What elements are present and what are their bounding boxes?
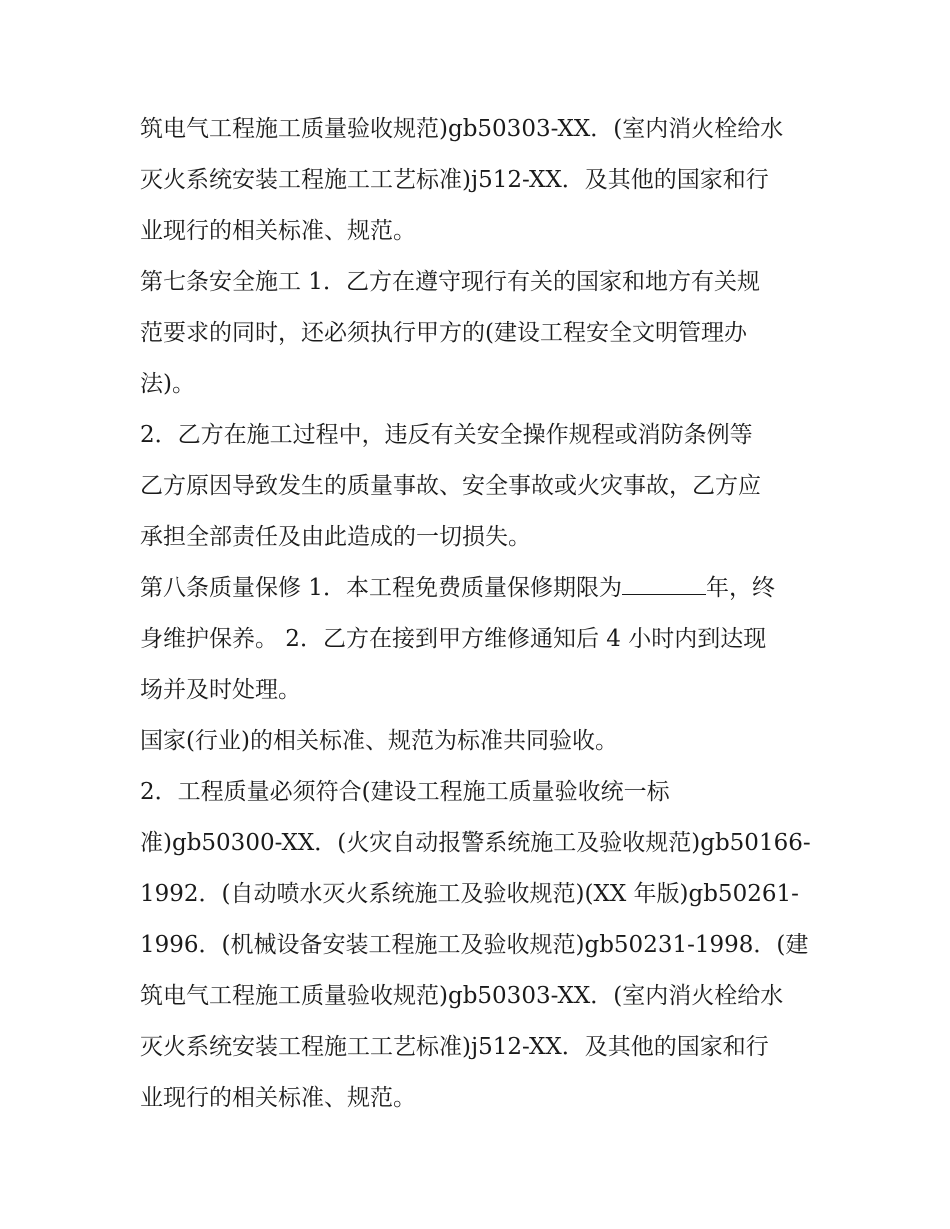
text-line: 范要求的同时，还必须执行甲方的(建设工程安全文明管理办 xyxy=(140,320,747,346)
text-line: 业现行的相关标准、规范。 xyxy=(140,218,416,244)
text-line: 筑电气工程施工质量验收规范)gb50303-XX．(室内消火栓给水 xyxy=(140,983,784,1009)
text-line: 承担全部责任及由此造成的一切损失。 xyxy=(140,524,531,550)
text-line: 1996．(机械设备安装工程施工及验收规范)gb50231-1998．(建 xyxy=(140,932,809,958)
text-line: 场并及时处理。 xyxy=(140,677,301,703)
text-line: 2．乙方在施工过程中，违反有关安全操作规程或消防条例等 xyxy=(140,422,753,448)
warranty-text-after: 年，终 xyxy=(705,575,775,601)
text-line: 准)gb50300-XX．(火灾自动报警系统施工及验收规范)gb50166- xyxy=(140,830,811,856)
warranty-period-blank xyxy=(622,572,706,595)
text-line: 身维护保养。 2．乙方在接到甲方维修通知后 4 小时内到达现 xyxy=(140,626,767,652)
text-line: 法)。 xyxy=(140,371,195,397)
warranty-text-before: 第八条质量保修 1．本工程免费质量保修期限为 xyxy=(140,575,622,601)
text-line: 乙方原因导致发生的质量事故、安全事故或火灾事故，乙方应 xyxy=(140,473,761,499)
text-line: 第七条安全施工 1．乙方在遵守现行有关的国家和地方有关规 xyxy=(140,269,760,295)
text-line: 业现行的相关标准、规范。 xyxy=(140,1085,416,1111)
text-line: 灭火系统安装工程施工工艺标准)j512-XX．及其他的国家和行 xyxy=(140,167,769,193)
warranty-line xyxy=(140,563,820,614)
text-line: 2．工程质量必须符合(建设工程施工质量验收统一标 xyxy=(140,779,670,805)
text-line: 灭火系统安装工程施工工艺标准)j512-XX．及其他的国家和行 xyxy=(140,1034,769,1060)
document-body xyxy=(140,104,820,1124)
text-line: 1992．(自动喷水灭火系统施工及验收规范)(XX 年版)gb50261- xyxy=(140,881,799,907)
text-line: 国家(行业)的相关标准、规范为标准共同验收。 xyxy=(140,728,618,754)
text-line: 筑电气工程施工质量验收规范)gb50303-XX．(室内消火栓给水 xyxy=(140,116,784,142)
